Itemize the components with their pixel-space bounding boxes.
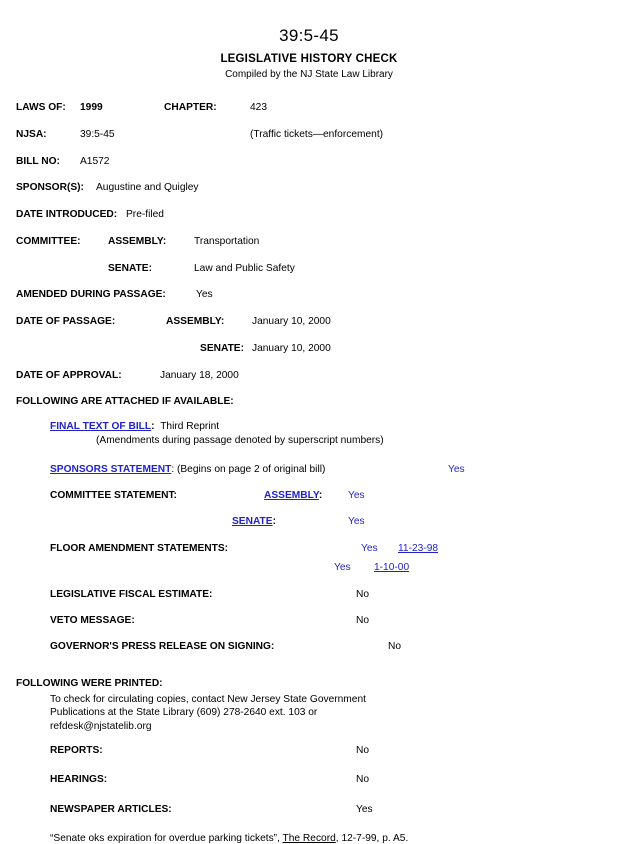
printed-note [16, 693, 602, 734]
row-bill-no [16, 156, 602, 169]
document-page [0, 26, 618, 844]
hearings-label: HEARINGS: [50, 774, 108, 786]
document-subtitle: Compiled by the NJ State Law Library [225, 69, 393, 80]
committee-statement-senate-value: Yes [348, 516, 365, 528]
njsa-label: NJSA: [16, 128, 47, 140]
row-fiscal-estimate [16, 588, 602, 601]
reports-value: No [356, 744, 370, 756]
committee-statement-senate-group [232, 515, 276, 528]
floor-amendments-value-2: Yes [334, 561, 351, 573]
newspaper-value: Yes [356, 804, 373, 816]
committee-statement-senate-colon: : [272, 516, 276, 528]
veto-label: VETO MESSAGE: [50, 615, 135, 626]
printed-note-line-3: refdesk@njstatelib.org [50, 721, 152, 733]
document-body [0, 102, 618, 844]
bill-no-label: BILL NO: [16, 155, 60, 167]
row-njsa [16, 129, 602, 142]
attached-heading: FOLLOWING ARE ATTACHED IF AVAILABLE: [16, 396, 234, 408]
committee-senate-label: SENATE: [108, 262, 152, 274]
njsa-note: (Traffic tickets—enforcement) [250, 128, 384, 140]
row-passage-senate [16, 343, 602, 356]
reports-label: REPORTS: [50, 744, 103, 756]
committee-statement-assembly-link[interactable]: ASSEMBLY [264, 490, 319, 501]
row-date-introduced [16, 209, 602, 222]
njsa-value: 39:5-45 [80, 128, 115, 140]
row-governor-press-release [16, 640, 602, 653]
veto-value: No [356, 615, 370, 626]
chapter-value: 423 [250, 102, 267, 113]
committee-statement-assembly-group [264, 489, 322, 502]
row-committee-statement-senate [16, 515, 602, 528]
row-reports [16, 744, 602, 757]
committee-statement-label: COMMITTEE STATEMENT: [50, 490, 177, 501]
passage-label: DATE OF PASSAGE: [16, 316, 116, 327]
final-text-colon: : [151, 421, 155, 433]
final-text-of-bill-link[interactable]: FINAL TEXT OF BILL [50, 421, 152, 433]
sponsors-label: SPONSOR(S): [16, 182, 84, 194]
row-final-text [16, 420, 602, 447]
passage-assembly-value: January 10, 2000 [252, 316, 331, 327]
row-floor-amendments [16, 542, 602, 555]
committee-senate-value: Law and Public Safety [194, 262, 295, 274]
row-laws-of [16, 102, 602, 115]
citation-suffix: , 12-7-99, p. A5. [335, 832, 409, 844]
chapter-label: CHAPTER: [164, 102, 217, 113]
committee-label: COMMITTEE: [16, 235, 81, 247]
bill-no-value: A1572 [80, 155, 110, 167]
document-number: 39:5-45 [279, 26, 339, 45]
sponsors-statement-value: Yes [448, 463, 465, 475]
document-header [0, 26, 618, 80]
fiscal-estimate-label: LEGISLATIVE FISCAL ESTIMATE: [50, 588, 213, 600]
laws-of-label: LAWS OF: [16, 102, 66, 113]
committee-assembly-label: ASSEMBLY: [108, 235, 167, 247]
row-committee-statement-assembly [16, 489, 602, 502]
date-introduced-label: DATE INTRODUCED: [16, 209, 118, 220]
committee-statement-assembly-value: Yes [348, 490, 365, 501]
row-newspaper-articles [16, 803, 602, 816]
governor-label: GOVERNOR'S PRESS RELEASE ON SIGNING: [50, 641, 275, 653]
committee-statement-senate-link[interactable]: SENATE [232, 516, 273, 528]
floor-amendments-date-1-link[interactable]: 11-23-98 [398, 542, 439, 554]
row-veto-message [16, 614, 602, 627]
row-committee-senate [16, 263, 602, 276]
row-amended [16, 289, 602, 302]
row-sponsors [16, 182, 602, 195]
amended-value: Yes [196, 289, 213, 301]
amended-label: AMENDED DURING PASSAGE: [16, 289, 166, 301]
laws-of-value: 1999 [80, 102, 103, 113]
row-approval [16, 370, 602, 383]
row-hearings [16, 773, 602, 786]
printed-note-line-2: Publications at the State Library (609) 278-2640 ext. 103 or [50, 707, 318, 719]
final-text-note: (Amendments during passage denoted by superscript numbers) [96, 434, 384, 446]
committee-statement-assembly-colon: : [318, 490, 323, 501]
passage-senate-label: SENATE: [200, 342, 244, 354]
citation-source: The Record [282, 832, 336, 844]
citation [16, 833, 602, 844]
fiscal-estimate-value: No [356, 588, 370, 600]
governor-value: No [388, 641, 402, 653]
passage-assembly-label: ASSEMBLY: [166, 316, 225, 327]
row-floor-amendments-2 [16, 561, 602, 573]
printed-note-line-1: To check for circulating copies, contact New Jersey State Government [50, 693, 366, 705]
printed-heading: FOLLOWING WERE PRINTED: [16, 677, 163, 689]
sponsors-value: Augustine and Quigley [96, 182, 199, 194]
passage-senate-value: January 10, 2000 [252, 342, 331, 354]
row-sponsors-statement [16, 463, 602, 476]
floor-amendments-value-1: Yes [361, 542, 378, 554]
sponsors-statement-link[interactable]: SPONSORS STATEMENT [50, 463, 172, 475]
document-title: LEGISLATIVE HISTORY CHECK [220, 53, 398, 65]
row-passage-assembly [16, 316, 602, 329]
approval-label: DATE OF APPROVAL: [16, 369, 122, 381]
committee-assembly-value: Transportation [194, 235, 260, 247]
sponsors-statement-note: : (Begins on page 2 of original bill) [171, 463, 326, 475]
approval-value: January 18, 2000 [160, 369, 239, 381]
hearings-value: No [356, 774, 370, 786]
floor-amendments-label: FLOOR AMENDMENT STATEMENTS: [50, 542, 229, 554]
final-text-value: Third Reprint [160, 421, 220, 433]
row-committee-assembly [16, 236, 602, 249]
newspaper-label: NEWSPAPER ARTICLES: [50, 804, 172, 816]
floor-amendments-date-2-link[interactable]: 1-10-00 [374, 561, 410, 573]
date-introduced-value: Pre-filed [126, 209, 164, 220]
citation-prefix: “Senate oks expiration for overdue parking tickets”, [50, 832, 283, 844]
